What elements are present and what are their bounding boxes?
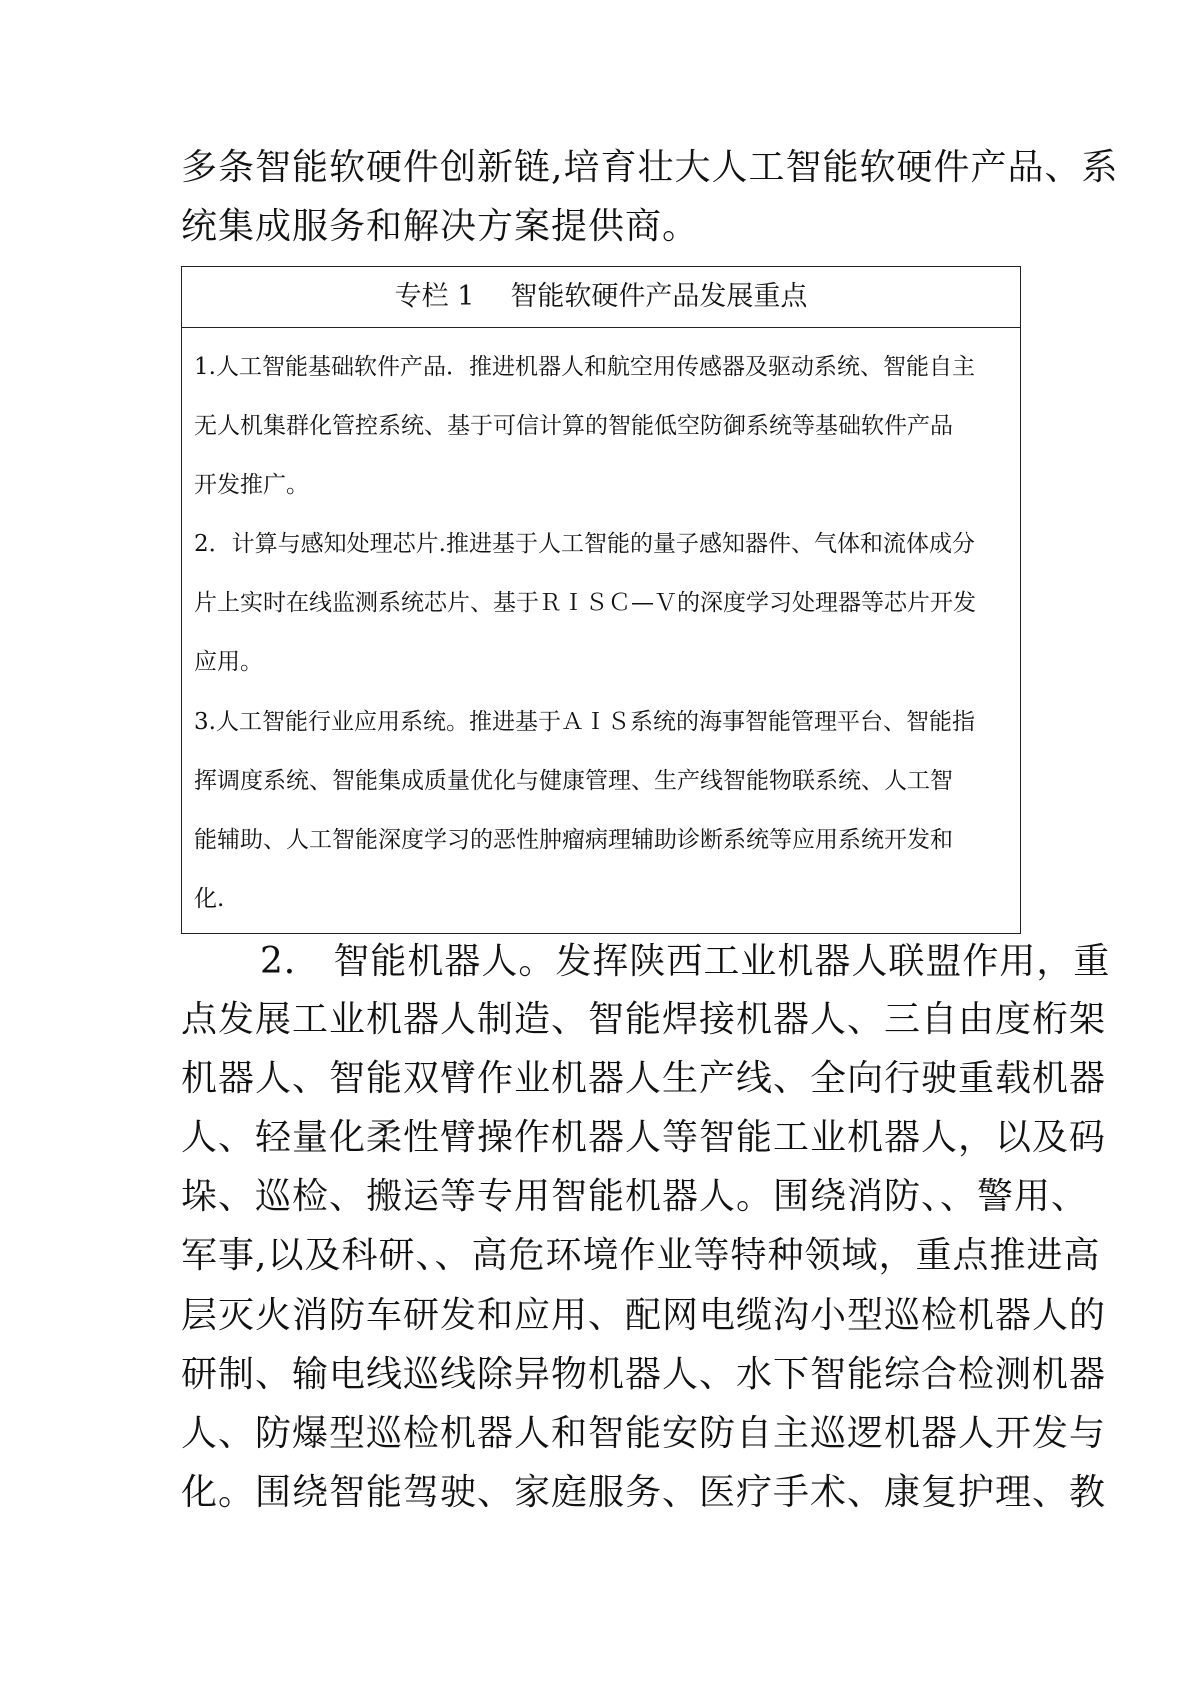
feature-column-box — [181, 266, 1021, 934]
section2-line-9: 人、防爆型巡检机器人和智能安防自主巡逻机器人开发与 — [181, 1413, 1107, 1454]
intro-line-2: 统集成服务和解决方案提供商。 — [181, 206, 700, 247]
section2-line-6: 军事,以及科研、、高危环境作业等特种领域，重点推进高 — [181, 1235, 1101, 1276]
box-line-3: 开发推广。 — [194, 472, 309, 498]
box-line-1: 1.人工智能基础软件产品．推进机器人和航空用传感器及驱动系统、智能自主 — [194, 354, 975, 380]
section2-line-8: 研制、输电线巡线除异物机器人、水下智能综合检测机器 — [181, 1354, 1107, 1395]
column-number: 专栏 1 — [394, 281, 475, 312]
box-line-4: 2．计算与感知处理芯片.推进基于人工智能的量子感知器件、气体和流体成分 — [194, 531, 975, 557]
box-line-6: 应用。 — [194, 649, 263, 675]
section2-line-5: 垛、巡检、搬运等专用智能机器人。围绕消防、、警用、 — [181, 1176, 1089, 1217]
box-line-2: 无人机集群化管控系统、基于可信计算的智能低空防御系统等基础软件产品 — [194, 413, 953, 439]
box-line-5: 片上实时在线监测系统芯片、基于ＲＩＳＣ—Ｖ的深度学习处理器等芯片开发 — [194, 590, 976, 616]
box-line-10: 化. — [194, 886, 225, 912]
box-line-9: 能辅助、人工智能深度学习的恶性肿瘤病理辅助诊断系统等应用系统开发和 — [194, 827, 953, 853]
section2-line-3: 机器人、智能双臂作业机器人生产线、全向行驶重载机器 — [181, 1058, 1107, 1099]
feature-column-header — [182, 267, 1020, 328]
column-title: 智能软硬件产品发展重点 — [510, 281, 808, 312]
box-line-8: 挥调度系统、智能集成质量优化与健康管理、生产线智能物联系统、人工智 — [194, 768, 953, 794]
box-line-7: 3.人工智能行业应用系统。推进基于ＡＩＳ系统的海事智能管理平台、智能指 — [194, 709, 975, 735]
intro-line-1: 多条智能软硬件创新链,培育壮大人工智能软硬件产品、系 — [181, 147, 1119, 188]
section2-line-10: 化。围绕智能驾驶、家庭服务、医疗手术、康复护理、教 — [181, 1472, 1107, 1513]
section2-line-4: 人、轻量化柔性臂操作机器人等智能工业机器人，以及码 — [181, 1117, 1107, 1158]
section2-line-7: 层灭火消防车研发和应用、配网电缆沟小型巡检机器人的 — [181, 1295, 1107, 1336]
section2-line-1: 2． 智能机器人。发挥陕西工业机器人联盟作用，重 — [260, 941, 1111, 982]
section2-line-2: 点发展工业机器人制造、智能焊接机器人、三自由度桁架 — [181, 999, 1107, 1040]
